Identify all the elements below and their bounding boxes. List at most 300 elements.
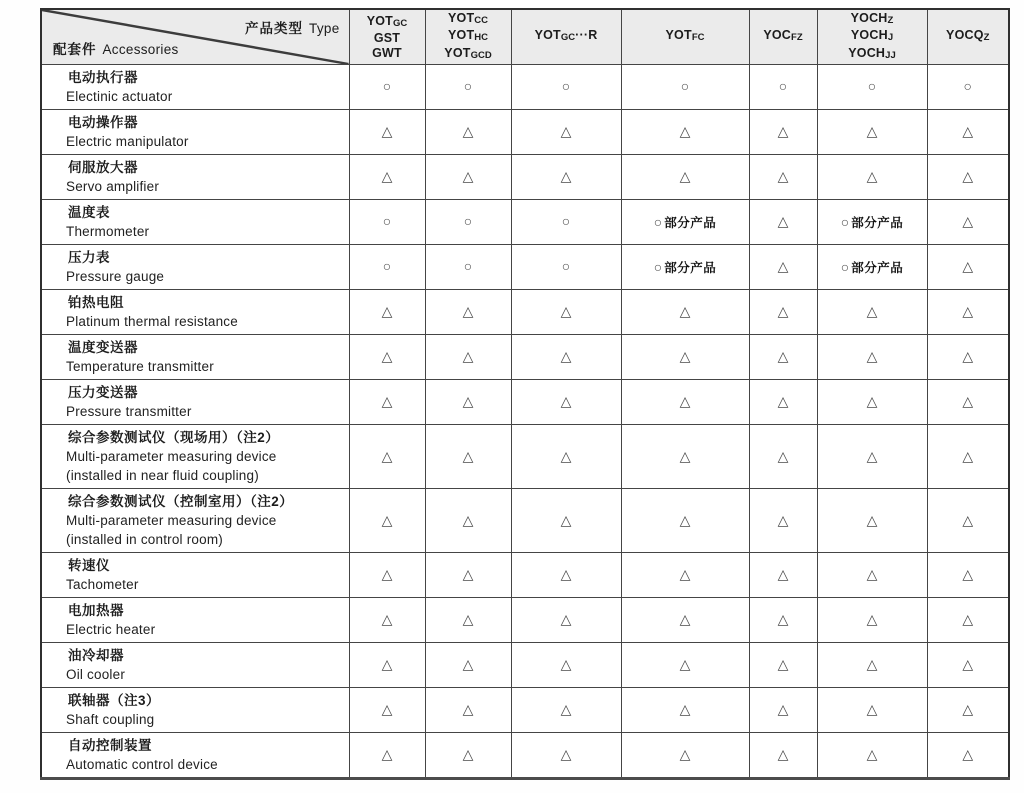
availability-cell-partial <box>621 200 749 245</box>
accessory-name-cell <box>41 200 349 245</box>
availability-cell-triangle <box>817 553 927 598</box>
availability-cell-triangle <box>927 110 1009 155</box>
triangle-symbol: △ <box>381 393 393 409</box>
availability-cell-triangle <box>511 335 621 380</box>
availability-cell-circle <box>425 245 511 290</box>
availability-cell-triangle <box>425 688 511 733</box>
accessory-name-cell <box>41 65 349 110</box>
triangle-symbol: △ <box>679 701 691 717</box>
triangle-symbol: △ <box>866 303 878 319</box>
availability-cell-triangle <box>425 155 511 200</box>
accessory-name-zh: 联轴器（注3） <box>68 693 161 708</box>
partial-product-label: 部分产品 <box>851 260 904 275</box>
triangle-symbol: △ <box>777 213 789 229</box>
availability-cell-triangle <box>817 335 927 380</box>
triangle-symbol: △ <box>962 213 974 229</box>
triangle-symbol: △ <box>462 701 474 717</box>
availability-cell-triangle <box>621 688 749 733</box>
accessory-name-cell <box>41 335 349 380</box>
triangle-symbol: △ <box>866 656 878 672</box>
triangle-symbol: △ <box>777 566 789 582</box>
triangle-symbol: △ <box>462 348 474 364</box>
accessories-label-en: Accessories <box>102 42 179 57</box>
accessory-name-cell <box>41 380 349 425</box>
availability-cell-circle <box>511 65 621 110</box>
availability-cell-circle <box>511 200 621 245</box>
accessory-name-zh: 压力变送器 <box>68 385 138 400</box>
table-row <box>41 643 1009 688</box>
accessory-name-en-2: (installed in control room) <box>66 532 223 547</box>
table-row <box>41 688 1009 733</box>
triangle-symbol: △ <box>381 746 393 762</box>
availability-cell-triangle <box>511 155 621 200</box>
triangle-symbol: △ <box>560 566 572 582</box>
availability-cell-triangle <box>817 425 927 489</box>
triangle-symbol: △ <box>381 566 393 582</box>
product-type-label-en: Type <box>309 21 340 36</box>
availability-cell-circle <box>927 65 1009 110</box>
circle-symbol: ○ <box>867 78 877 94</box>
availability-cell-triangle <box>749 733 817 779</box>
availability-cell-triangle <box>425 598 511 643</box>
accessory-name-zh: 转速仪 <box>68 558 110 573</box>
table-row <box>41 65 1009 110</box>
partial-product-label: 部分产品 <box>851 215 904 230</box>
availability-cell-triangle <box>511 733 621 779</box>
circle-symbol: ○ <box>382 78 392 94</box>
product-type-code: GST <box>373 31 401 46</box>
availability-cell-triangle <box>621 598 749 643</box>
triangle-symbol: △ <box>679 168 691 184</box>
triangle-symbol: △ <box>962 611 974 627</box>
availability-cell-triangle <box>425 553 511 598</box>
circle-symbol: ○ <box>680 78 690 94</box>
availability-cell-triangle <box>817 489 927 553</box>
triangle-symbol: △ <box>866 701 878 717</box>
availability-cell-triangle <box>749 598 817 643</box>
availability-cell-triangle <box>349 425 425 489</box>
availability-cell-triangle <box>511 553 621 598</box>
triangle-symbol: △ <box>381 303 393 319</box>
accessory-name-en: Temperature transmitter <box>66 359 214 374</box>
triangle-symbol: △ <box>962 258 974 274</box>
availability-cell-circle <box>349 200 425 245</box>
product-type-label-zh: 产品类型 <box>245 21 304 36</box>
accessory-name-zh: 电动操作器 <box>68 115 138 130</box>
accessory-name-en: Thermometer <box>66 224 150 239</box>
availability-cell-circle <box>425 65 511 110</box>
accessory-name-cell <box>41 553 349 598</box>
partial-product-label: 部分产品 <box>664 260 717 275</box>
availability-cell-circle <box>425 200 511 245</box>
availability-cell-triangle <box>511 380 621 425</box>
accessory-name-zh: 伺服放大器 <box>68 160 138 175</box>
accessory-name-zh: 自动控制装置 <box>68 738 152 753</box>
column-header-yocqz <box>927 9 1009 65</box>
availability-cell-triangle <box>749 688 817 733</box>
header-row <box>41 9 1009 65</box>
triangle-symbol: △ <box>679 511 691 528</box>
circle-symbol: ○ <box>561 78 571 94</box>
triangle-symbol: △ <box>560 611 572 627</box>
triangle-symbol: △ <box>777 447 789 464</box>
accessory-name-en: Tachometer <box>66 577 139 592</box>
triangle-symbol: △ <box>962 511 974 528</box>
triangle-symbol: △ <box>679 746 691 762</box>
availability-cell-triangle <box>749 489 817 553</box>
availability-cell-triangle <box>927 335 1009 380</box>
availability-cell-triangle <box>349 489 425 553</box>
circle-symbol: ○ <box>561 258 571 274</box>
triangle-symbol: △ <box>679 656 691 672</box>
availability-cell-triangle <box>927 155 1009 200</box>
availability-cell-triangle <box>425 380 511 425</box>
product-type-code: YOTGC···R <box>534 28 598 44</box>
accessory-name-zh: 电动执行器 <box>68 70 138 85</box>
column-header-yotgc-dots-r <box>511 9 621 65</box>
accessory-name-en: Servo amplifier <box>66 179 160 194</box>
triangle-symbol: △ <box>381 511 393 528</box>
availability-cell-triangle <box>817 155 927 200</box>
availability-cell-triangle <box>817 733 927 779</box>
availability-cell-triangle <box>749 335 817 380</box>
availability-cell-triangle <box>349 643 425 688</box>
availability-cell-triangle <box>425 335 511 380</box>
availability-cell-triangle <box>349 290 425 335</box>
availability-cell-triangle <box>621 155 749 200</box>
triangle-symbol: △ <box>462 511 474 528</box>
accessory-name-cell <box>41 155 349 200</box>
circle-symbol: ○ <box>463 258 473 274</box>
circle-symbol: ○ <box>963 78 972 94</box>
accessories-label <box>53 38 179 58</box>
triangle-symbol: △ <box>462 656 474 672</box>
accessory-name-en: Electric heater <box>66 622 156 637</box>
triangle-symbol: △ <box>679 393 691 409</box>
product-type-code: YOTCC <box>447 10 489 26</box>
circle-symbol: ○ <box>653 258 663 275</box>
accessory-name-en: Shaft coupling <box>66 712 155 727</box>
availability-cell-triangle <box>349 335 425 380</box>
availability-cell-triangle <box>621 335 749 380</box>
availability-cell-triangle <box>927 643 1009 688</box>
triangle-symbol: △ <box>462 168 474 184</box>
accessories-availability-table <box>40 8 1010 780</box>
accessory-name-en: Multi-parameter measuring device <box>66 449 277 464</box>
circle-symbol: ○ <box>561 213 571 229</box>
availability-cell-triangle <box>817 643 927 688</box>
availability-cell-triangle <box>621 733 749 779</box>
table-row <box>41 155 1009 200</box>
table-row <box>41 733 1009 779</box>
accessory-name-en: Platinum thermal resistance <box>66 314 238 329</box>
triangle-symbol: △ <box>866 348 878 364</box>
availability-cell-triangle <box>749 643 817 688</box>
circle-symbol: ○ <box>840 258 850 275</box>
availability-cell-triangle <box>349 380 425 425</box>
table-row <box>41 380 1009 425</box>
circle-symbol: ○ <box>382 258 392 274</box>
triangle-symbol: △ <box>866 393 878 409</box>
availability-cell-circle <box>511 245 621 290</box>
product-type-code: YOTFC <box>665 28 705 44</box>
triangle-symbol: △ <box>679 303 691 319</box>
availability-cell-triangle <box>749 290 817 335</box>
triangle-symbol: △ <box>560 746 572 762</box>
corner-header-cell <box>41 9 349 65</box>
availability-cell-triangle <box>621 425 749 489</box>
availability-cell-triangle <box>511 290 621 335</box>
triangle-symbol: △ <box>462 447 474 464</box>
availability-cell-circle <box>749 65 817 110</box>
accessory-name-cell <box>41 489 349 553</box>
triangle-symbol: △ <box>777 746 789 762</box>
table-row <box>41 425 1009 489</box>
availability-cell-triangle <box>927 598 1009 643</box>
circle-symbol: ○ <box>778 78 788 94</box>
availability-cell-triangle <box>621 643 749 688</box>
triangle-symbol: △ <box>560 303 572 319</box>
accessory-name-cell <box>41 733 349 779</box>
accessory-name-en: Pressure gauge <box>66 269 165 284</box>
triangle-symbol: △ <box>962 566 974 582</box>
triangle-symbol: △ <box>866 611 878 627</box>
table-body <box>41 65 1009 779</box>
triangle-symbol: △ <box>866 123 878 139</box>
availability-cell-partial <box>817 245 927 290</box>
availability-cell-triangle <box>511 110 621 155</box>
availability-cell-circle <box>349 65 425 110</box>
availability-cell-partial <box>621 245 749 290</box>
triangle-symbol: △ <box>462 746 474 762</box>
availability-cell-triangle <box>425 643 511 688</box>
table-row <box>41 335 1009 380</box>
availability-cell-triangle <box>349 733 425 779</box>
accessory-name-en: Pressure transmitter <box>66 404 192 419</box>
product-type-code: YOCHZ <box>850 10 894 26</box>
triangle-symbol: △ <box>381 123 393 139</box>
triangle-symbol: △ <box>866 566 878 582</box>
column-header-yotcc-yothc-yotgcd <box>425 9 511 65</box>
availability-cell-triangle <box>349 688 425 733</box>
availability-cell-triangle <box>927 200 1009 245</box>
accessory-name-zh: 温度表 <box>68 205 110 220</box>
product-type-code: YOCQZ <box>946 28 990 44</box>
accessory-name-cell <box>41 290 349 335</box>
triangle-symbol: △ <box>560 701 572 717</box>
column-header-yochz-yochj-yochjj <box>817 9 927 65</box>
accessory-name-cell <box>41 643 349 688</box>
triangle-symbol: △ <box>679 447 691 464</box>
triangle-symbol: △ <box>381 447 393 464</box>
availability-cell-triangle <box>621 553 749 598</box>
circle-symbol: ○ <box>463 78 473 94</box>
table-row <box>41 489 1009 553</box>
circle-symbol: ○ <box>840 213 850 230</box>
availability-cell-triangle <box>749 155 817 200</box>
availability-cell-triangle <box>749 200 817 245</box>
availability-cell-triangle <box>749 380 817 425</box>
triangle-symbol: △ <box>777 123 789 139</box>
availability-cell-circle <box>621 65 749 110</box>
availability-cell-triangle <box>511 489 621 553</box>
column-header-yotfc <box>621 9 749 65</box>
availability-cell-triangle <box>425 733 511 779</box>
availability-cell-triangle <box>511 643 621 688</box>
triangle-symbol: △ <box>777 258 789 274</box>
accessory-name-zh: 综合参数测试仪（现场用）（注2） <box>68 430 280 445</box>
availability-cell-triangle <box>349 553 425 598</box>
product-type-code: YOTGC <box>366 13 408 29</box>
triangle-symbol: △ <box>462 393 474 409</box>
availability-cell-circle <box>817 65 927 110</box>
availability-cell-triangle <box>621 489 749 553</box>
accessory-name-cell <box>41 425 349 489</box>
circle-symbol: ○ <box>653 213 663 230</box>
triangle-symbol: △ <box>679 123 691 139</box>
triangle-symbol: △ <box>560 168 572 184</box>
triangle-symbol: △ <box>777 701 789 717</box>
triangle-symbol: △ <box>866 168 878 184</box>
triangle-symbol: △ <box>679 348 691 364</box>
availability-cell-triangle <box>425 110 511 155</box>
triangle-symbol: △ <box>777 303 789 319</box>
triangle-symbol: △ <box>962 393 974 409</box>
table-row <box>41 245 1009 290</box>
accessory-name-en: Automatic control device <box>66 757 218 772</box>
partial-product-label: 部分产品 <box>664 215 717 230</box>
availability-cell-triangle <box>349 110 425 155</box>
triangle-symbol: △ <box>962 656 974 672</box>
availability-cell-triangle <box>425 290 511 335</box>
availability-cell-triangle <box>927 489 1009 553</box>
triangle-symbol: △ <box>560 393 572 409</box>
product-type-label <box>245 17 339 37</box>
column-header-yocfz <box>749 9 817 65</box>
triangle-symbol: △ <box>462 566 474 582</box>
circle-symbol: ○ <box>463 213 473 229</box>
triangle-symbol: △ <box>962 168 974 184</box>
triangle-symbol: △ <box>381 656 393 672</box>
product-type-code: YOCHJ <box>850 28 894 44</box>
triangle-symbol: △ <box>866 746 878 762</box>
availability-cell-triangle <box>749 553 817 598</box>
availability-cell-triangle <box>927 733 1009 779</box>
availability-cell-triangle <box>621 380 749 425</box>
triangle-symbol: △ <box>381 168 393 184</box>
triangle-symbol: △ <box>777 393 789 409</box>
triangle-symbol: △ <box>866 447 878 464</box>
triangle-symbol: △ <box>962 348 974 364</box>
availability-cell-partial <box>817 200 927 245</box>
triangle-symbol: △ <box>381 701 393 717</box>
accessory-name-zh: 电加热器 <box>68 603 124 618</box>
product-type-code: YOTGCD <box>444 45 492 61</box>
availability-cell-triangle <box>511 688 621 733</box>
circle-symbol: ○ <box>382 213 392 229</box>
availability-cell-triangle <box>817 110 927 155</box>
product-type-code: YOTHC <box>447 28 489 44</box>
accessory-name-zh: 压力表 <box>68 250 110 265</box>
triangle-symbol: △ <box>462 303 474 319</box>
triangle-symbol: △ <box>777 168 789 184</box>
table-row <box>41 290 1009 335</box>
accessory-name-cell <box>41 110 349 155</box>
accessory-name-zh: 铂热电阻 <box>68 295 124 310</box>
triangle-symbol: △ <box>381 348 393 364</box>
availability-cell-triangle <box>927 380 1009 425</box>
triangle-symbol: △ <box>777 656 789 672</box>
accessory-name-zh: 温度变送器 <box>68 340 138 355</box>
table-row <box>41 598 1009 643</box>
triangle-symbol: △ <box>560 656 572 672</box>
triangle-symbol: △ <box>962 123 974 139</box>
triangle-symbol: △ <box>560 123 572 139</box>
accessory-name-cell <box>41 688 349 733</box>
triangle-symbol: △ <box>962 701 974 717</box>
availability-cell-triangle <box>817 598 927 643</box>
product-type-code: GWT <box>372 45 402 60</box>
availability-cell-triangle <box>511 598 621 643</box>
availability-cell-triangle <box>927 245 1009 290</box>
triangle-symbol: △ <box>777 611 789 627</box>
triangle-symbol: △ <box>381 611 393 627</box>
availability-cell-triangle <box>749 425 817 489</box>
column-header-yotgc-gst-gwt <box>349 9 425 65</box>
table-row <box>41 200 1009 245</box>
availability-cell-triangle <box>817 380 927 425</box>
availability-cell-triangle <box>349 155 425 200</box>
triangle-symbol: △ <box>679 566 691 582</box>
accessory-name-en: Multi-parameter measuring device <box>66 513 277 528</box>
triangle-symbol: △ <box>560 447 572 464</box>
table-row <box>41 110 1009 155</box>
accessory-name-en-2: (installed in near fluid coupling) <box>66 468 259 483</box>
availability-cell-triangle <box>927 553 1009 598</box>
triangle-symbol: △ <box>462 611 474 627</box>
availability-cell-triangle <box>927 688 1009 733</box>
accessory-name-en: Electric manipulator <box>66 134 189 149</box>
triangle-symbol: △ <box>962 303 974 319</box>
availability-cell-triangle <box>621 290 749 335</box>
availability-cell-triangle <box>749 245 817 290</box>
triangle-symbol: △ <box>560 348 572 364</box>
table-row <box>41 553 1009 598</box>
triangle-symbol: △ <box>679 611 691 627</box>
availability-cell-circle <box>349 245 425 290</box>
accessory-name-cell <box>41 598 349 643</box>
accessory-name-cell <box>41 245 349 290</box>
availability-cell-triangle <box>817 290 927 335</box>
triangle-symbol: △ <box>777 348 789 364</box>
availability-cell-triangle <box>927 290 1009 335</box>
availability-cell-triangle <box>349 598 425 643</box>
availability-cell-triangle <box>927 425 1009 489</box>
product-type-code: YOCHJJ <box>848 45 896 61</box>
product-type-code: YOCFZ <box>763 28 803 44</box>
triangle-symbol: △ <box>866 511 878 528</box>
availability-cell-triangle <box>511 425 621 489</box>
accessory-name-en: Electinic actuator <box>66 89 173 104</box>
accessory-name-zh: 综合参数测试仪（控制室用）（注2） <box>68 494 294 509</box>
availability-cell-triangle <box>749 110 817 155</box>
availability-cell-triangle <box>621 110 749 155</box>
accessory-name-zh: 油冷却器 <box>68 648 124 663</box>
triangle-symbol: △ <box>962 746 974 762</box>
triangle-symbol: △ <box>777 511 789 528</box>
triangle-symbol: △ <box>962 447 974 464</box>
availability-cell-triangle <box>425 425 511 489</box>
